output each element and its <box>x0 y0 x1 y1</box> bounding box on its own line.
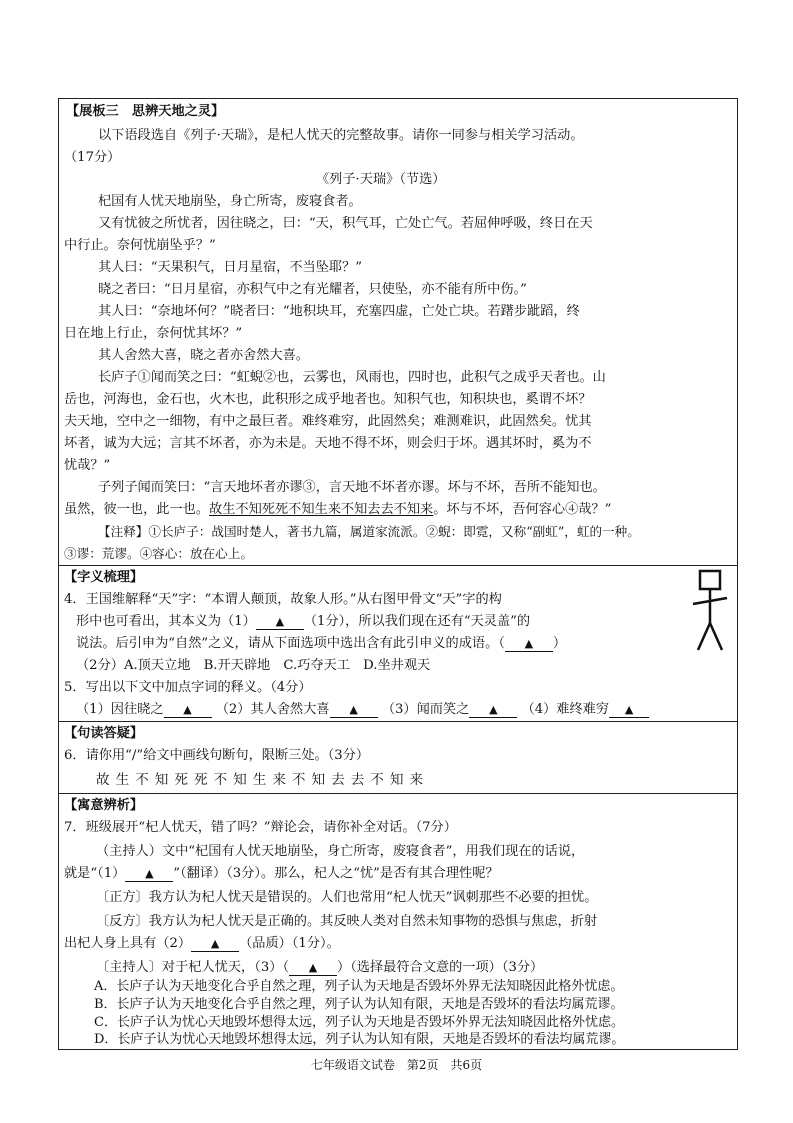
passage-p1: 杞国有人忧天地崩坠，身亡所寄，废寝食者。 <box>98 194 362 209</box>
passage-p7b: 岳也，河海也，金石也，火木也，此积形之成乎地者也。知积气也，知积块也，奚谓不坏？ <box>64 392 592 407</box>
con-side-b-pre: 出杞人身上具有（2） <box>64 936 192 951</box>
q5-item-2: （2）其人舍然大喜 <box>215 702 330 717</box>
passage-p7c: 夫天地，空中之一细物，有中之最巨者。难终难穷，此固然矣；难测难识，此固然矣。忧其 <box>64 414 592 429</box>
q4-line-2 <box>76 613 530 631</box>
con-side-b-post: （品质）（1分）。 <box>239 936 340 951</box>
option-b[interactable]: B．长庐子认为天地变化合乎自然之理，列子认为认知有限，天地是否毁坏的看法均属荒谬。 <box>94 997 624 1012</box>
passage-p7e: 忧哉？” <box>64 458 111 473</box>
notes-line-2: ③谬：荒谬。④容心：放在心上。 <box>64 546 253 561</box>
host-line-2-post: ）（选择最符合文意的一项）（3分） <box>337 960 544 975</box>
q4-line-3 <box>76 635 566 653</box>
intro-line-1: 以下语段选自《列子·天瑞》，是杞人忧天的完整故事。请你一同参与相关学习活动。 <box>98 128 584 143</box>
option-c[interactable]: C．长庐子认为忧心天地毁坏想得太远，列子认为天地是否毁坏外界无法知晓因此格外忧虑。 <box>94 1015 624 1030</box>
q5-blank-2[interactable]: ▲ <box>330 703 378 718</box>
q4-line-1: 4．王国维解释“天”字：“本谓人颠顶，故象人形。”从右图甲骨文“天”字的构 <box>64 592 502 607</box>
notes-line-1: 【注释】①长庐子：战国时楚人，著书九篇，属道家流派。②蜺：即霓，又称“副虹”，虹的一种。 <box>98 524 640 539</box>
host-line-2 <box>96 959 543 977</box>
q6-prompt: 6．请你用“/”给文中画线句断句，限断三处。（3分） <box>64 748 370 763</box>
q5-prompt: 5．写出以下文中加点字词的释义。（4分） <box>64 680 312 695</box>
p8b-post: 。坏与不坏，吾何容心④哉？” <box>433 502 612 517</box>
section-meaning-header: 【寓意辨析】 <box>64 798 144 813</box>
con-side-a: 〔反方〕我方认为杞人忧天是正确的。其反映人类对自然未知事物的恐惧与焦虑，折射 <box>96 914 598 929</box>
passage-p5a: 其人曰：“奈地坏何？”晓者曰：“地积块耳，充塞四虚，亡处亡块。若躇步跐蹈，终 <box>98 304 580 319</box>
underlined-sentence: 故生不知死死不知生来不知去去不知来 <box>209 502 434 517</box>
passage-p7a: 长庐子①闻而笑之曰：“虹蜺②也，云雾也，风雨也，四时也，此积气之成乎天者也。山 <box>98 370 606 385</box>
option-a[interactable]: A．长庐子认为天地变化合乎自然之理，列子认为天地是否毁坏外界无法知晓因此格外忧虑。 <box>94 979 624 994</box>
q5-blank-1[interactable]: ▲ <box>164 703 212 718</box>
q5-item-1: （1）因往晓之 <box>76 702 164 717</box>
passage-p8b <box>64 501 611 519</box>
passage-p2b: 中行止。奈何忧崩坠乎？” <box>64 238 216 253</box>
exhibit-header: 【展板三 思辨天地之灵】 <box>66 104 225 119</box>
host-line-2-pre: 〔主持人〕对于杞人忧天，（3）（ <box>96 960 290 975</box>
passage-p6: 其人舍然大喜，晓之者亦舍然大喜。 <box>98 348 309 363</box>
passage-title: 《列子·天瑞》（节选） <box>316 172 446 187</box>
pro-side: 〔正方〕我方认为杞人忧天是错误的。人们也常用“杞人忧天”讽刺那些不必要的担忧。 <box>96 890 598 905</box>
q4-options: （2分）A.顶天立地 B.开天辟地 C.巧夺天工 D.坐井观天 <box>76 658 431 673</box>
q6-sentence[interactable]: 故生不知死死不知生来不知去去不知来 <box>96 772 430 788</box>
section-divider-2 <box>58 721 738 722</box>
q4-line-2-pre: 形中也可看出，其本义为（1） <box>76 614 256 629</box>
q4-line-3-post: ） <box>552 636 567 651</box>
q7-blank-1[interactable]: ▲ <box>125 867 173 882</box>
passage-p8a: 子列子闻而笑曰：“言天地坏者亦谬③，言天地不坏者亦谬。坏与不坏，吾所不能知也。 <box>98 480 606 495</box>
q5-items <box>76 701 649 719</box>
con-side-b <box>64 935 340 953</box>
section-char-header: 【字义梳理】 <box>64 570 144 585</box>
host-line-1b <box>64 865 499 883</box>
intro-line-2: （17分） <box>64 150 121 165</box>
q5-item-4: （4）难终难穷 <box>521 702 610 717</box>
q4-blank-1[interactable]: ▲ <box>256 615 304 630</box>
passage-p3: 其人曰：“天果积气，日月星宿，不当坠耶？” <box>98 260 363 275</box>
q7-prompt: 7．班级展开“杞人忧天，错了吗？”辩论会，请你补全对话。（7分） <box>64 820 457 835</box>
q7-blank-2[interactable]: ▲ <box>191 937 239 952</box>
q4-blank-2[interactable]: ▲ <box>505 637 553 652</box>
q5-item-3: （3）闻而笑之 <box>381 702 470 717</box>
section-divider-1 <box>58 565 738 566</box>
passage-p7d: 坏者，诚为大远；言其不坏者，亦为未是。天地不得不坏，则会归于坏。遇其坏时，奚为不 <box>64 436 592 451</box>
passage-p4: 晓之者曰：“日月星宿，亦积气中之有光耀者，只使坠，亦不能有所中伤。” <box>98 282 527 297</box>
q7-blank-3[interactable]: ▲ <box>289 961 337 976</box>
q5-blank-4[interactable]: ▲ <box>609 703 649 718</box>
q5-blank-3[interactable]: ▲ <box>469 703 517 718</box>
host-line-1a: （主持人）文中“杞国有人忧天地崩坠，身亡所寄，废寝食者”，用我们现在的话说， <box>96 844 585 859</box>
p8b-pre: 虽然，彼一也，此一也。 <box>64 502 210 517</box>
host-line-1b-post: ”（翻译）（3分）。那么，杞人之“忧”是否有其合理性呢？ <box>173 866 499 881</box>
q4-line-3-pre: 说法。后引申为“自然”之义，请从下面选项中选出含有此引申义的成语。（ <box>76 636 505 651</box>
passage-p2a: 又有忧彼之所忧者，因往晓之，曰：“天，积气耳，亡处亡气。若屈伸呼吸，终日在天 <box>98 216 593 231</box>
host-line-1b-pre: 就是“（1） <box>64 866 126 881</box>
page-footer: 七年级语文试卷 第2页 共6页 <box>310 1058 483 1072</box>
section-divider-3 <box>58 793 738 794</box>
q4-line-2-post: （1分），所以我们现在还有“天灵盖”的 <box>303 614 531 629</box>
section-pause-header: 【句读答疑】 <box>64 726 144 741</box>
passage-p5b: 日在地上行止，奈何忧其坏？” <box>64 326 243 341</box>
oracle-bone-tian-icon <box>690 568 730 653</box>
option-d[interactable]: D．长庐子认为忧心天地毁坏想得太远，列子认为认知有限，天地是否毁坏的看法均属荒谬。 <box>94 1032 625 1047</box>
